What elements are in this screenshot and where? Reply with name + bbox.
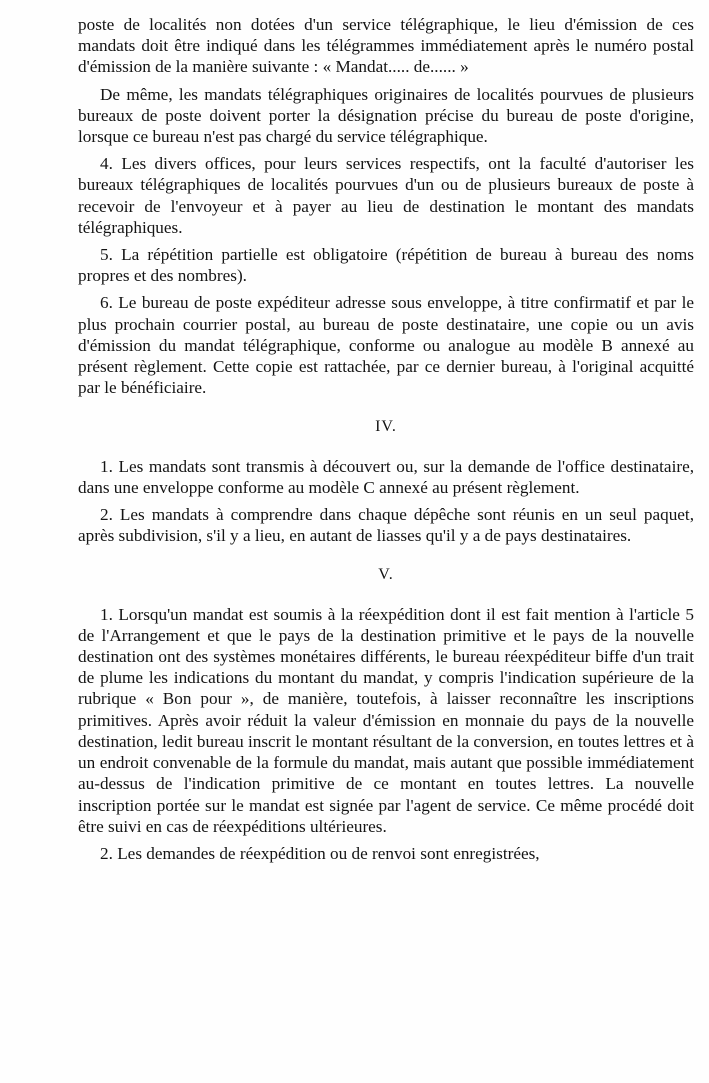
paragraph-article-5: 5. La répétition partielle est obligatoire (répétition de bureau à bureau des noms propres et des nombres). (78, 245, 694, 286)
section-heading-iv: IV. (375, 418, 397, 436)
paragraph-continuation: poste de localités non dotées d'un service télégraphique, le lieu d'émission de ces mandats doit être indiqué dans les télégrammes immédiatement après le numéro postal d'émission de la manière suivante : « Mandat..... de...... » (78, 15, 694, 77)
paragraph-localites-multiples: De même, les mandats télégraphiques originaires de localités pourvues de plusieurs bureaux de poste doivent porter la désignation précise du bureau de poste d'origine, lorsque ce bureau n'est pas chargé du service télégraphique. (78, 84, 694, 147)
paragraph-article-6: 6. Le bureau de poste expéditeur adresse sous enveloppe, à titre confirmatif et par le plus prochain courrier postal, au bureau de poste destinataire, une copie ou un avis d'émission du mandat télégraphique, conforme ou analogue au modèle B annexé au présent règlement. Cette copie est rattachée, par ce dernier bureau, à l'original acquitté par le bénéficiaire. (78, 293, 694, 398)
paragraph-v-2: 2. Les demandes de réexpédition ou de renvoi sont enregistrées, (100, 843, 540, 863)
section-heading-v: V. (378, 566, 394, 584)
paragraph-iv-2: 2. Les mandats à comprendre dans chaque dépêche sont réunis en un seul paquet, après subdivision, s'il y a lieu, en autant de liasses qu'il y a de pays destinataires. (78, 505, 694, 546)
paragraph-iv-1: 1. Les mandats sont transmis à découvert ou, sur la demande de l'office destinataire, dans une enveloppe conforme au modèle C annexé au présent règlement. (78, 456, 694, 497)
paragraph-v-1: 1. Lorsqu'un mandat est soumis à la réexpédition dont il est fait mention à l'article 5 de l'Arrangement et que le pays de la destination primitive et le pays de la nouvelle destination ont des systèmes monétaires différents, le bureau réexpéditeur biffe d'un trait de plume les indications du montant du mandat, y compris l'indication supérieure de la rubrique « Bon pour », de manière, toutefois, à laisser reconnaître les inscriptions primitives. Après avoir réduit la valeur d'émission en monnaie du pays de la nouvelle destination, ledit bureau inscrit le montant résultant de la conversion, en toutes lettres et à un endroit convenable de la formule du mandat, mais autant que possible immédiatement au-dessus de l'indication primitive de ce montant en toutes lettres. La nouvelle inscription portée sur le mandat est signée par l'agent de service. Ce même procédé doit être suivi en cas de réexpéditions ultérieures. (78, 604, 694, 836)
body-text (78, 14, 694, 864)
paragraph-article-4: 4. Les divers offices, pour leurs services respectifs, ont la faculté d'autoriser les bureaux télégraphiques de localités pourvues d'un ou de plusieurs bureaux de poste à recevoir de l'envoyeur et à payer au lieu de destination le montant des mandats télégraphiques. (78, 154, 694, 237)
